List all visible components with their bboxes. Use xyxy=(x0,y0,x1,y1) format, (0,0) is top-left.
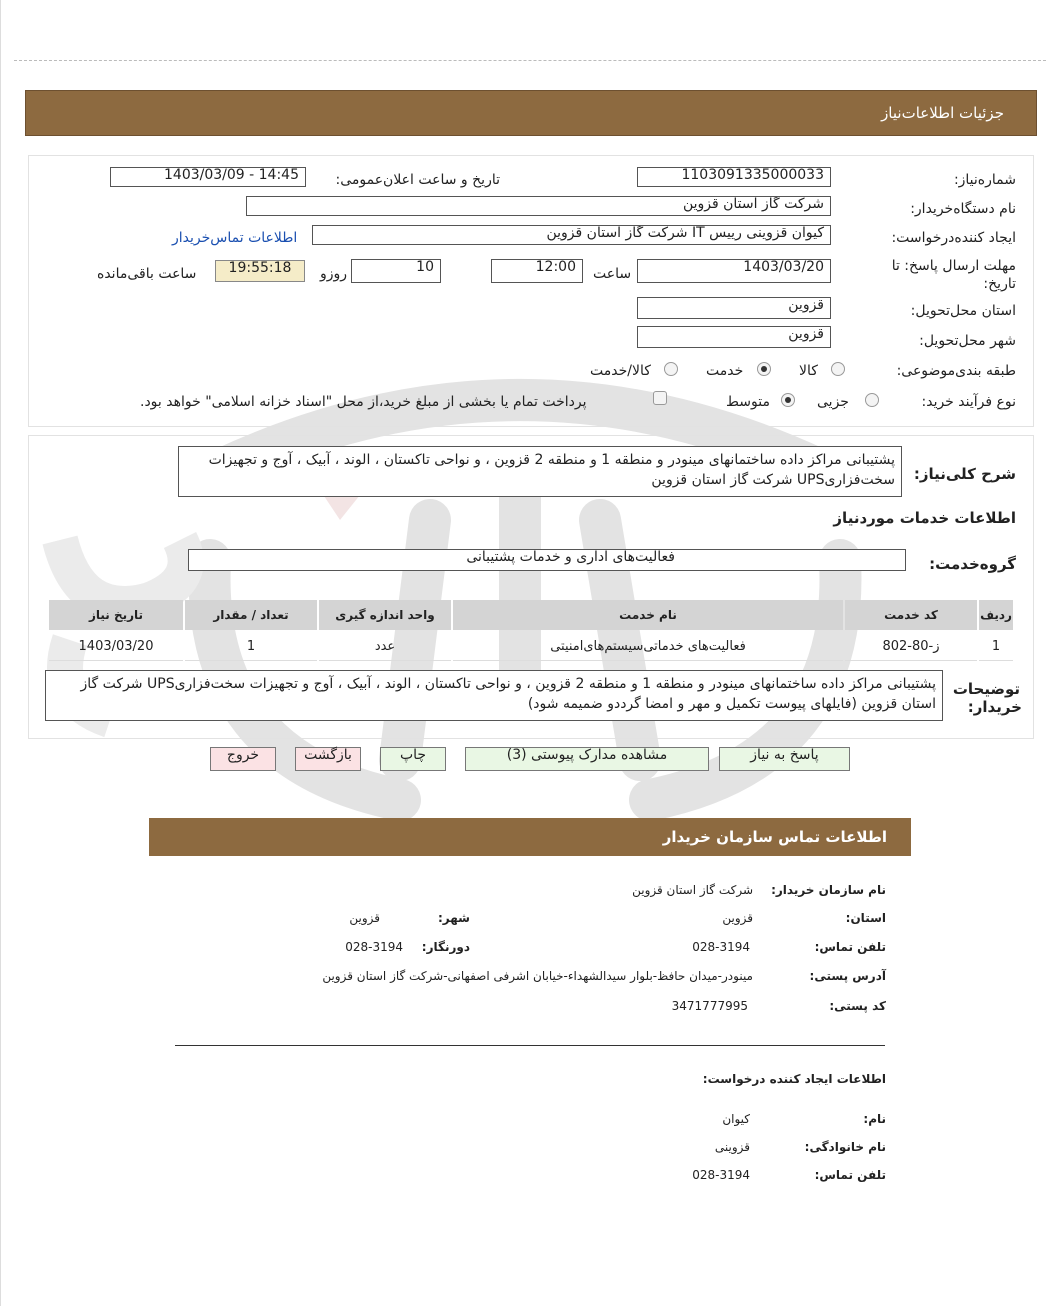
process-option-medium: متوسط xyxy=(726,394,770,410)
table-row xyxy=(49,632,1013,661)
creator-last-name-label: نام خانوادگی: xyxy=(804,1140,886,1154)
buyer-notes-label: توضیحات xyxy=(952,680,1020,698)
buyer-notes-text: پشتیبانی مراکز داده ساختمانهای مینودر و منطقه 1 و منطقه 2 قزوین ، و نواحی تاکستان ، الوند ، آبیک ، آوج و تجهیزات سخت‌فزاریUPS شرکت گاز استان قزوین (فایلهای پیوست تکمیل و مهر و امضا گرددو ضمیمه شود) xyxy=(45,670,943,721)
deadline-label: مهلت ارسال پاسخ: تا xyxy=(891,258,1016,274)
contact-city-value: قزوین xyxy=(349,911,380,925)
contact-address-value: مینودر-میدان حافظ-بلوار سیدالشهداء-خیابان اشرفی اصفهانی-شرکت گاز استان قزوین xyxy=(322,969,753,983)
category-option-goods: کالا xyxy=(799,363,818,379)
contact-province-label: استان: xyxy=(845,911,886,925)
page-header-bar xyxy=(25,90,1037,136)
treasury-payment-note: پرداخت تمام یا بخشی از مبلغ خرید،از محل "اسناد خزانه اسلامی" خواهد بود. xyxy=(140,394,587,410)
announce-datetime-label: تاریخ و ساعت اعلان‌عمومی: xyxy=(335,172,500,188)
back-button[interactable]: بازگشت xyxy=(295,747,361,771)
city-field: قزوین xyxy=(637,326,831,348)
contact-section-title: اطلاعات تماس سازمان خریدار xyxy=(662,828,887,846)
category-radio-goods-service[interactable] xyxy=(664,362,678,376)
services-table-header xyxy=(49,600,1013,630)
col-quantity: تعداد / مقدار xyxy=(185,600,317,630)
deadline-time-label: ساعت xyxy=(593,266,632,282)
process-option-minor: جزیی xyxy=(817,394,849,410)
contact-postal-value: 3471777995 xyxy=(671,999,748,1013)
countdown-timer: 19:55:18 xyxy=(215,260,305,282)
process-label: نوع فرآیند خرید: xyxy=(921,394,1016,410)
treasury-payment-checkbox[interactable] xyxy=(653,391,667,405)
creator-first-name-label: نام: xyxy=(863,1112,886,1126)
col-unit: واحد اندازه گیری xyxy=(319,600,451,630)
creator-first-name-value: کیوان xyxy=(722,1112,750,1126)
contact-divider xyxy=(175,1045,885,1046)
services-heading: اطلاعات خدمات موردنیاز xyxy=(833,509,1016,527)
creator-info-heading: اطلاعات ایجاد کننده درخواست: xyxy=(702,1072,886,1086)
contact-province-value: قزوین xyxy=(722,911,753,925)
contact-fax-label: دورنگار: xyxy=(421,940,470,954)
buyer-org-field: شرکت گاز استان قزوین xyxy=(246,196,831,216)
process-radio-medium[interactable] xyxy=(781,393,795,407)
print-button[interactable]: چاپ xyxy=(380,747,446,771)
summary-text: پشتیبانی مراکز داده ساختمانهای مینودر و منطقه 1 و منطقه 2 قزوین ، و نواحی تاکستان ، الوند ، آبیک ، آوج و تجهیزات سخت‌فزاریUPS شرکت گاز استان قزوین xyxy=(178,446,902,497)
category-radio-service[interactable] xyxy=(757,362,771,376)
creator-phone-value: 028-3194 xyxy=(692,1168,750,1182)
contact-phone-label: تلفن تماس: xyxy=(814,940,886,954)
category-option-goods-service: کالا/خدمت xyxy=(590,363,651,379)
contact-postal-label: کد پستی: xyxy=(829,999,886,1013)
creator-phone-label: تلفن تماس: xyxy=(814,1168,886,1182)
cell-quantity: 1 xyxy=(185,632,317,661)
summary-label: شرح کلی‌نیاز: xyxy=(913,465,1016,483)
cell-service-code: ز-80-802 xyxy=(845,632,977,661)
contact-org-label: نام سازمان خریدار: xyxy=(771,883,886,897)
city-label: شهر محل‌تحویل: xyxy=(919,333,1016,349)
province-field: قزوین xyxy=(637,297,831,319)
buyer-org-label: نام دستگاه‌خریدار: xyxy=(910,201,1016,217)
contact-org-value: شرکت گاز استان قزوین xyxy=(632,883,753,897)
category-radio-goods[interactable] xyxy=(831,362,845,376)
reply-button[interactable]: پاسخ به نیاز xyxy=(719,747,850,771)
service-group-label: گروه‌خدمت: xyxy=(929,555,1016,573)
col-need-date: تاریخ نیاز xyxy=(49,600,183,630)
category-label: طبقه بندی‌موضوعی: xyxy=(896,363,1016,379)
process-radio-minor[interactable] xyxy=(865,393,879,407)
creator-last-name-value: قزوینی xyxy=(714,1140,750,1154)
contact-fax-value: 028-3194 xyxy=(345,940,403,954)
days-label: روزو xyxy=(320,266,348,282)
deadline-label-date: تاریخ: xyxy=(983,276,1016,292)
buyer-contact-link[interactable]: اطلاعات تماس‌خریدار xyxy=(172,230,298,246)
remaining-label: ساعت باقی‌مانده xyxy=(97,266,197,282)
service-group-field: فعالیت‌های اداری و خدمات پشتیبانی xyxy=(188,549,906,571)
contact-city-label: شهر: xyxy=(438,911,470,925)
need-number-label: شماره‌نیاز: xyxy=(953,172,1016,188)
creator-label: ایجاد کننده‌درخواست: xyxy=(891,230,1016,246)
contact-phone-value: 028-3194 xyxy=(692,940,750,954)
province-label: استان محل‌تحویل: xyxy=(910,303,1016,319)
days-field: 10 xyxy=(351,259,441,283)
contact-section-bar xyxy=(149,818,911,856)
announce-datetime-field: 1403/03/09 - 14:45 xyxy=(110,167,306,187)
category-option-service: خدمت xyxy=(706,363,744,379)
cell-service-name: فعالیت‌های خدماتی‌سیستم‌های‌امنیتی xyxy=(453,632,843,661)
deadline-date-field: 1403/03/20 xyxy=(637,259,831,283)
buyer-notes-label-2: خریدار: xyxy=(967,698,1022,716)
deadline-time-field: 12:00 xyxy=(491,259,583,283)
cell-row: 1 xyxy=(979,632,1013,661)
cell-unit: عدد xyxy=(319,632,451,661)
exit-button[interactable]: خروج xyxy=(210,747,276,771)
page-header-title: جزئیات اطلاعات‌نیاز xyxy=(881,104,1004,122)
creator-field: کیوان قزوینی رییس IT شرکت گاز استان قزوین xyxy=(312,225,831,245)
col-row: ردیف xyxy=(979,600,1013,630)
contact-address-label: آدرس پستی: xyxy=(809,969,886,983)
need-number-field: 1103091335000033 xyxy=(637,167,831,187)
view-attachments-button[interactable]: مشاهده مدارک پیوستی (3) xyxy=(465,747,709,771)
services-table xyxy=(47,598,1015,663)
col-service-name: نام خدمت xyxy=(453,600,843,630)
col-service-code: کد خدمت xyxy=(845,600,977,630)
cell-need-date: 1403/03/20 xyxy=(49,632,183,661)
